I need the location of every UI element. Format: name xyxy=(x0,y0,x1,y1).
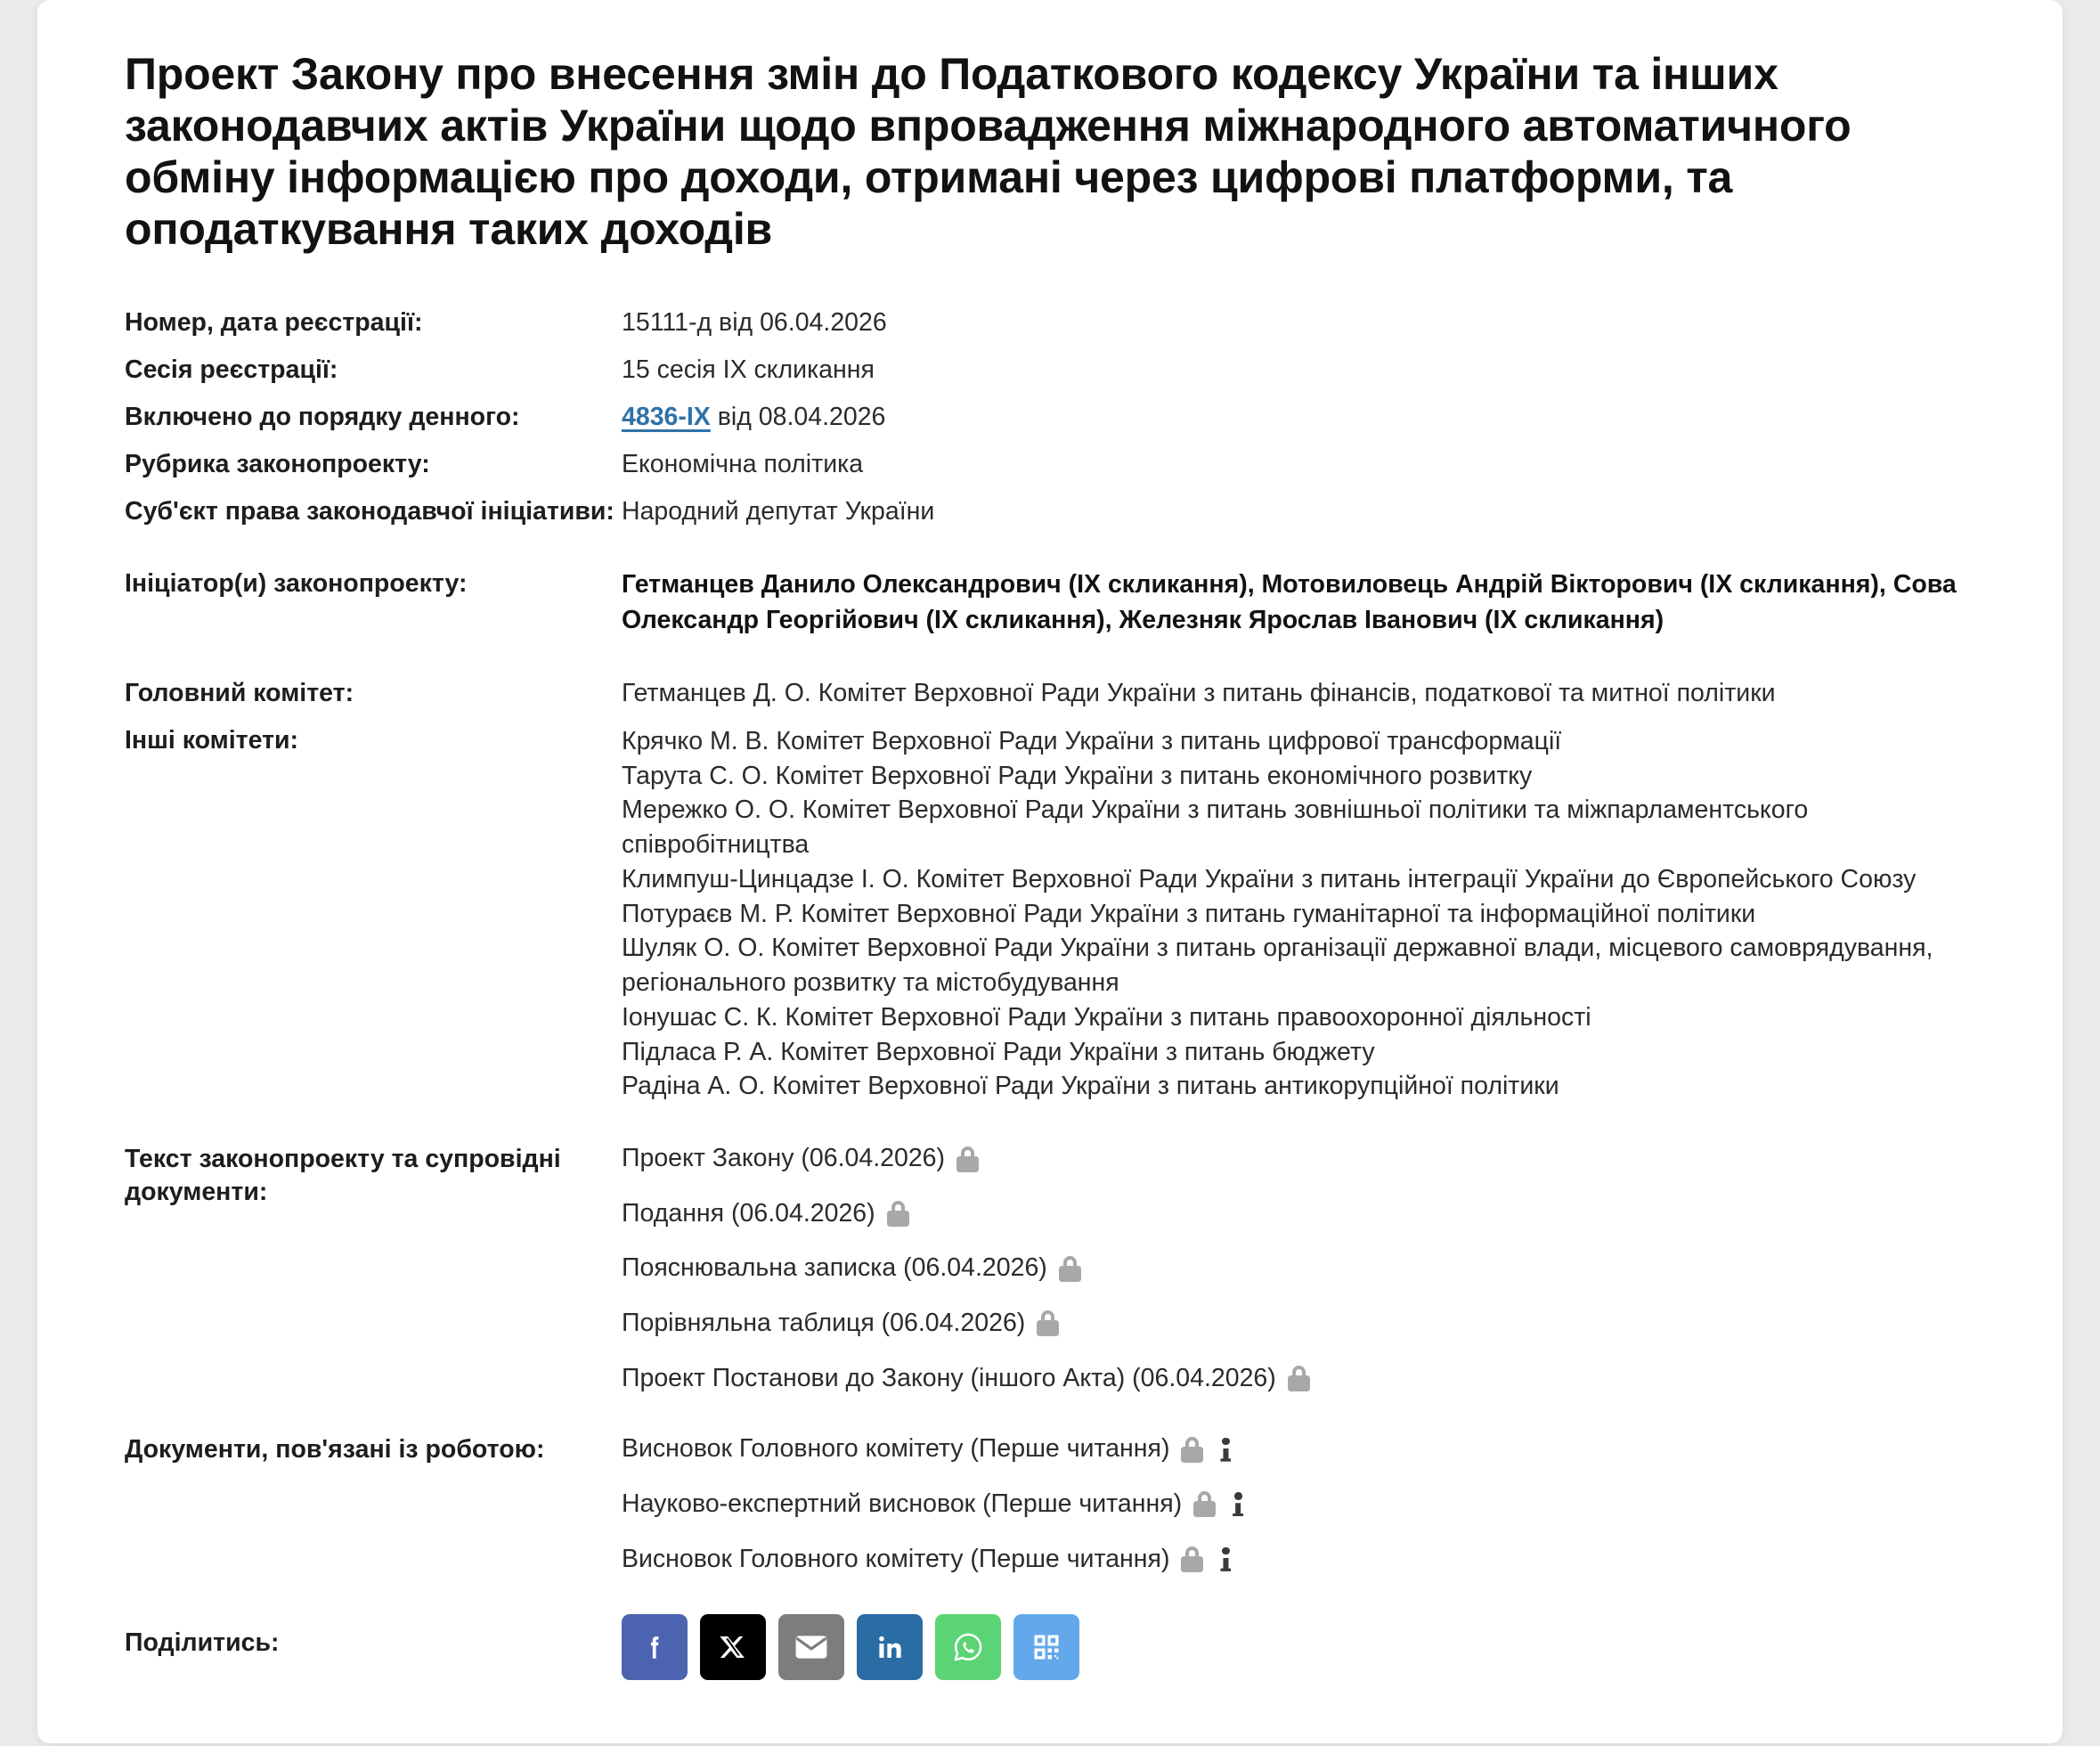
committee-item: Крячко М. В. Комітет Верховної Ради України з питань цифрової трансформації xyxy=(622,726,1562,755)
x-share-button[interactable] xyxy=(700,1614,766,1680)
committee-item: Климпуш-Цинцадзе І. О. Комітет Верховної Ради України з питань інтеграції України до Європейського Союзу xyxy=(622,864,1917,893)
agenda-date: від 08.04.2026 xyxy=(717,403,886,432)
qr-share-button[interactable] xyxy=(1013,1614,1079,1680)
document-link[interactable]: Пояснювальна записка (06.04.2026) xyxy=(622,1253,1047,1283)
list-item xyxy=(622,1489,1991,1521)
info-icon[interactable] xyxy=(1218,1546,1233,1572)
lock-icon xyxy=(1181,1546,1203,1572)
label-share: Поділитись: xyxy=(125,1628,280,1658)
list-item xyxy=(622,1544,1991,1576)
document-link[interactable]: Порівняльна таблиця (06.04.2026) xyxy=(622,1309,1026,1338)
value-agenda xyxy=(622,401,1991,448)
page-title: Проект Закону про внесення змін до Податкового кодексу України та інших законодавчих актів України щодо впровадження міжнародного автоматичного обміну інформацією про доходи, отримані через цифрові платформи, та оподаткування таких доходів xyxy=(125,49,1852,254)
qr-code-icon xyxy=(1030,1631,1062,1663)
label-initiators: Ініціатор(и) законопроекту: xyxy=(125,569,468,599)
value-main-committee: Гетманцев Д. О. Комітет Верховної Ради України з питань фінансів, податкової та митної політики xyxy=(622,678,1776,707)
related-documents-list xyxy=(622,1433,1991,1575)
committee-item: Тарута С. О. Комітет Верховної Ради України з питань економічного розвитку xyxy=(622,761,1533,790)
bill-metadata-table xyxy=(125,306,1991,1708)
list-item xyxy=(622,1252,1991,1285)
committee-item: Шуляк О. О. Комітет Верховної Ради України з питань організації державної влади, місцевого самоврядування, регіонального розвитку та містобудування xyxy=(622,934,1933,998)
value-session: 15 сесія IX скликання xyxy=(622,355,875,385)
value-initiators xyxy=(622,567,1991,677)
list-item xyxy=(622,1363,1991,1395)
label-rubric: Рубрика законопроекту: xyxy=(125,450,430,479)
table-row-registration xyxy=(125,306,1991,354)
agenda-link[interactable]: 4836-IX xyxy=(622,403,711,432)
lock-icon xyxy=(956,1146,979,1172)
document-link[interactable]: Проект Закону (06.04.2026) xyxy=(622,1144,946,1173)
committee-item: Іонушас С. К. Комітет Верховної Ради України з питань правоохоронної діяльності xyxy=(622,1002,1591,1032)
linkedin-share-button[interactable] xyxy=(857,1614,923,1680)
table-row-rubric xyxy=(125,448,1991,495)
label-agenda: Включено до порядку денного: xyxy=(125,403,520,432)
label-related-documents: Документи, пов'язані із роботою: xyxy=(125,1435,545,1465)
lock-icon xyxy=(1193,1491,1216,1517)
other-committees-list xyxy=(622,724,1991,1104)
bill-card xyxy=(37,0,2063,1743)
table-row-subject xyxy=(125,495,1991,567)
list-item xyxy=(622,1198,1991,1230)
document-link[interactable]: Висновок Головного комітету (Перше читання) xyxy=(622,1544,1170,1573)
table-row-agenda xyxy=(125,401,1991,448)
label-other-committees: Інші комітети: xyxy=(125,725,299,755)
list-item xyxy=(622,1433,1991,1465)
facebook-icon xyxy=(639,1632,670,1662)
table-row-other-committees xyxy=(125,724,1991,1143)
lock-icon xyxy=(887,1201,909,1227)
facebook-share-button[interactable] xyxy=(622,1614,688,1680)
table-row-related-documents xyxy=(125,1433,1991,1614)
value-related-documents xyxy=(622,1433,1991,1614)
list-item xyxy=(622,1143,1991,1175)
lock-icon xyxy=(1037,1310,1059,1336)
whatsapp-share-button[interactable] xyxy=(935,1614,1001,1680)
document-link[interactable]: Висновок Головного комітету (Перше читання) xyxy=(622,1434,1170,1464)
table-row-initiators xyxy=(125,567,1991,677)
table-row-documents xyxy=(125,1143,1991,1433)
table-row-main-committee xyxy=(125,677,1991,724)
initiators-text: Гетманцев Данило Олександрович (IX скликання), Мотовиловець Андрій Вікторович (IX скликання), Сова Олександр Георгійович (IX скликання), Железняк Ярослав Іванович (IX скликання) xyxy=(622,570,1957,634)
label-subject: Суб'єкт права законодавчої ініціативи: xyxy=(125,497,615,526)
linkedin-icon xyxy=(875,1633,904,1661)
committee-item: Радіна А. О. Комітет Верховної Ради України з питань антикорупційної політики xyxy=(622,1072,1559,1101)
share-button-group xyxy=(622,1614,1991,1680)
committee-item: Потураєв М. Р. Комітет Верховної Ради України з питань гуманітарної та інформаційної політики xyxy=(622,899,1756,928)
table-row-session xyxy=(125,354,1991,401)
x-twitter-icon xyxy=(719,1633,747,1661)
label-main-committee: Головний комітет: xyxy=(125,678,354,707)
documents-list xyxy=(622,1143,1991,1394)
document-link[interactable]: Науково-експертний висновок (Перше читання) xyxy=(622,1489,1183,1518)
lock-icon xyxy=(1059,1256,1081,1282)
whatsapp-icon xyxy=(952,1631,984,1663)
info-icon[interactable] xyxy=(1231,1491,1245,1517)
value-subject: Народний депутат України xyxy=(622,497,935,526)
committee-item: Підласа Р. А. Комітет Верховної Ради України з питань бюджету xyxy=(622,1037,1375,1066)
committee-item: Мережко О. О. Комітет Верховної Ради України з питань зовнішньої політики та міжпарламентського співробітництва xyxy=(622,795,1809,860)
value-documents xyxy=(622,1143,1991,1433)
value-registration-number: 15111-д від 06.04.2026 xyxy=(622,308,887,337)
info-icon[interactable] xyxy=(1218,1437,1233,1463)
document-link[interactable]: Подання (06.04.2026) xyxy=(622,1198,875,1228)
email-share-button[interactable] xyxy=(778,1614,844,1680)
label-registration-number: Номер, дата реєстрації: xyxy=(125,308,423,337)
lock-icon xyxy=(1288,1366,1310,1391)
value-other-committees xyxy=(622,724,1991,1143)
label-documents: Текст законопроекту та супровідні документи: xyxy=(125,1145,561,1206)
lock-icon xyxy=(1181,1437,1203,1463)
label-session: Сесія реєстрації: xyxy=(125,355,338,385)
value-share xyxy=(622,1614,1991,1708)
value-rubric: Економічна політика xyxy=(622,450,864,479)
table-row-share xyxy=(125,1614,1991,1708)
envelope-icon xyxy=(794,1634,828,1660)
document-link[interactable]: Проект Постанови до Закону (іншого Акта) (06.04.2026) xyxy=(622,1363,1276,1392)
list-item xyxy=(622,1308,1991,1340)
